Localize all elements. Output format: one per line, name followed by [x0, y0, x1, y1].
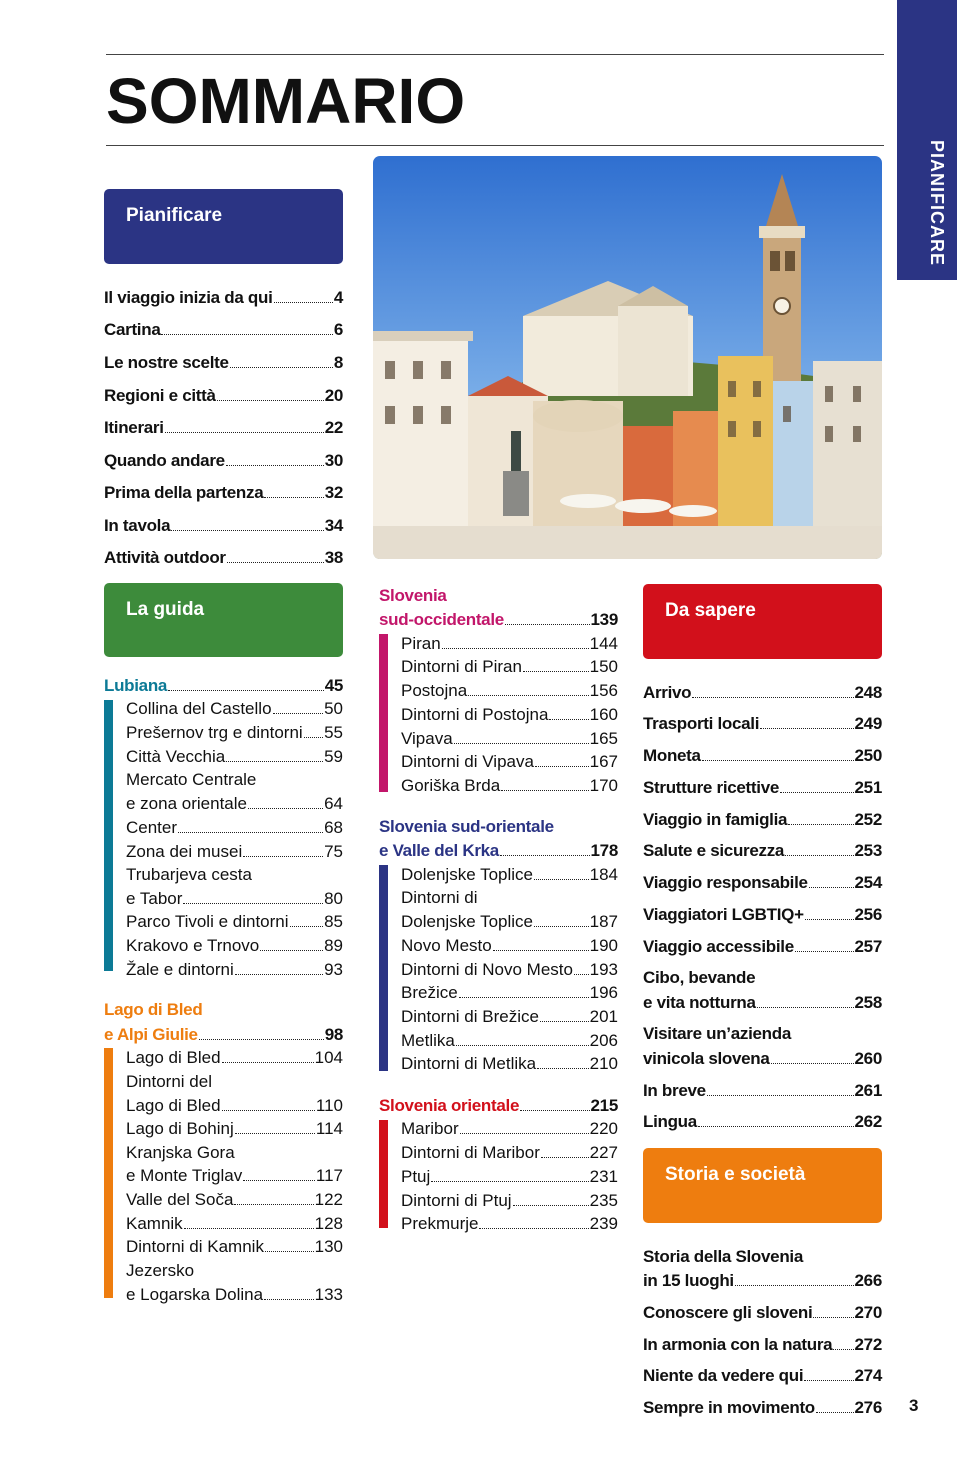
toc-entry[interactable]: Krakovo e Trnovo 89: [126, 936, 343, 955]
section-header-label: La guida: [126, 599, 205, 620]
title-rule: [106, 145, 884, 146]
section-header-storia-e-societa[interactable]: [643, 1148, 882, 1223]
side-tab-label: PIANIFICARE: [927, 140, 947, 267]
toc-entry-line1: Storia della Slovenia: [643, 1247, 803, 1266]
toc-entry[interactable]: e zona orientale 64: [126, 794, 343, 813]
toc-entry-line1: Mercato Centrale: [126, 770, 257, 789]
toc-entry[interactable]: Dintorni di Ptuj 235: [401, 1191, 618, 1210]
toc-entry[interactable]: in 15 luoghi 266: [643, 1271, 882, 1290]
toc-entry[interactable]: In breve 261: [643, 1081, 882, 1100]
toc-entry[interactable]: e Logarska Dolina 133: [126, 1285, 343, 1304]
piran-photo: [373, 156, 882, 559]
toc-entry[interactable]: Viaggiatori LGBTIQ+ 256: [643, 905, 882, 924]
toc-entry[interactable]: Dolenjske Toplice 184: [401, 865, 618, 884]
toc-entry[interactable]: Piran 144: [401, 634, 618, 653]
toc-entry[interactable]: Sempre in movimento 276: [643, 1398, 882, 1417]
toc-entry[interactable]: Zona dei musei 75: [126, 842, 343, 861]
toc-entry[interactable]: Dintorni di Metlika 210: [401, 1054, 618, 1073]
toc-entry[interactable]: Lago di Bled 110: [126, 1096, 343, 1115]
toc-entry[interactable]: Center 68: [126, 818, 343, 837]
toc-entry[interactable]: Dintorni di Vipava 167: [401, 752, 618, 771]
group-bar-sud-occidentale: [379, 634, 388, 792]
section-header-pianificare[interactable]: [104, 189, 343, 264]
toc-entry[interactable]: Viaggio accessibile 257: [643, 937, 882, 956]
group-bar-orientale: [379, 1120, 388, 1228]
toc-entry[interactable]: Regioni e città 20: [104, 386, 343, 405]
toc-entry[interactable]: Viaggio responsabile 254: [643, 873, 882, 892]
toc-entry[interactable]: Dintorni di Piran 150: [401, 657, 618, 676]
toc-entry[interactable]: Goriška Brda 170: [401, 776, 618, 795]
toc-entry[interactable]: Lingua 262: [643, 1112, 882, 1131]
toc-entry[interactable]: Dintorni di Kamnik 130: [126, 1237, 343, 1256]
toc-entry[interactable]: Le nostre scelte 8: [104, 353, 343, 372]
toc-entry[interactable]: Postojna 156: [401, 681, 618, 700]
toc-entry[interactable]: Città Vecchia 59: [126, 747, 343, 766]
toc-entry[interactable]: Collina del Castello 50: [126, 699, 343, 718]
toc-entry[interactable]: Lago di Bled 104: [126, 1048, 343, 1067]
toc-entry[interactable]: e Monte Triglav 117: [126, 1166, 343, 1185]
section-header-label: Da sapere: [665, 600, 756, 621]
toc-entry[interactable]: Dintorni di Postojna 160: [401, 705, 618, 724]
section-header-la-guida[interactable]: [104, 583, 343, 657]
toc-entry[interactable]: Attività outdoor 38: [104, 548, 343, 567]
toc-entry[interactable]: vinicola slovena 260: [643, 1049, 882, 1068]
toc-group-bled-line1: Lago di Bled: [104, 1000, 203, 1019]
section-header-da-sapere[interactable]: [643, 584, 882, 659]
toc-entry-line1: Trubarjeva cesta: [126, 865, 252, 884]
toc-entry[interactable]: Metlika 206: [401, 1031, 618, 1050]
toc-group-sud-orientale[interactable]: e Valle del Krka 178: [379, 841, 618, 860]
toc-entry[interactable]: Dintorni di Novo Mesto 193: [401, 960, 618, 979]
toc-entry[interactable]: Quando andare 30: [104, 451, 343, 470]
toc-entry[interactable]: Itinerari 22: [104, 418, 343, 437]
toc-entry[interactable]: Dolenjske Toplice 187: [401, 912, 618, 931]
toc-group-sud-orientale-line1: Slovenia sud-orientale: [379, 817, 554, 836]
toc-entry[interactable]: Arrivo 248: [643, 683, 882, 702]
section-header-label: Storia e società: [665, 1164, 806, 1185]
toc-entry[interactable]: Ptuj 231: [401, 1167, 618, 1186]
toc-entry[interactable]: Viaggio in famiglia 252: [643, 810, 882, 829]
toc-entry[interactable]: e vita notturna 258: [643, 993, 882, 1012]
toc-entry[interactable]: Prekmurje 239: [401, 1214, 618, 1233]
toc-entry[interactable]: Strutture ricettive 251: [643, 778, 882, 797]
toc-entry[interactable]: e Tabor 80: [126, 889, 343, 908]
toc-entry[interactable]: Novo Mesto 190: [401, 936, 618, 955]
toc-entry[interactable]: Trasporti locali 249: [643, 714, 882, 733]
toc-group-bled[interactable]: e Alpi Giulie 98: [104, 1025, 343, 1044]
toc-entry[interactable]: Vipava 165: [401, 729, 618, 748]
toc-entry[interactable]: Parco Tivoli e dintorni 85: [126, 912, 343, 931]
toc-entry[interactable]: In armonia con la natura 272: [643, 1335, 882, 1354]
toc-group-orientale[interactable]: Slovenia orientale 215: [379, 1096, 618, 1115]
photo-illustration: [373, 156, 882, 559]
toc-entry-line1: Cibo, bevande: [643, 968, 756, 987]
toc-entry[interactable]: Brežice 196: [401, 983, 618, 1002]
toc-entry[interactable]: Prima della partenza 32: [104, 483, 343, 502]
group-bar-lubiana: [104, 700, 113, 971]
toc-group-sud-occidentale[interactable]: sud-occidentale 139: [379, 610, 618, 629]
toc-entry[interactable]: Prešernov trg e dintorni 55: [126, 723, 343, 742]
toc-entry-line1: Dintorni di: [401, 888, 478, 907]
toc-entry-line1: Dintorni del: [126, 1072, 212, 1091]
toc-entry[interactable]: Lago di Bohinj 114: [126, 1119, 343, 1138]
toc-entry[interactable]: Il viaggio inizia da qui 4: [104, 288, 343, 307]
page-number: 3: [909, 1396, 919, 1415]
side-tab: [897, 0, 957, 280]
page-title: SOMMARIO: [106, 65, 466, 137]
section-header-label: Pianificare: [126, 205, 223, 226]
toc-entry[interactable]: Maribor 220: [401, 1119, 618, 1138]
toc-entry[interactable]: Dintorni di Maribor 227: [401, 1143, 618, 1162]
toc-entry[interactable]: In tavola 34: [104, 516, 343, 535]
toc-entry[interactable]: Conoscere gli sloveni 270: [643, 1303, 882, 1322]
toc-entry-line1: Jezersko: [126, 1261, 195, 1280]
toc-entry[interactable]: Salute e sicurezza 253: [643, 841, 882, 860]
group-bar-sud-orientale: [379, 865, 388, 1071]
toc-group-sud-occidentale-line1: Slovenia: [379, 586, 447, 605]
toc-entry[interactable]: Dintorni di Brežice 201: [401, 1007, 618, 1026]
toc-entry[interactable]: Kamnik 128: [126, 1214, 343, 1233]
toc-entry[interactable]: Moneta 250: [643, 746, 882, 765]
toc-entry-line1: Visitare un’azienda: [643, 1024, 791, 1043]
group-bar-bled: [104, 1048, 113, 1298]
toc-group-lubiana[interactable]: Lubiana 45: [104, 676, 343, 695]
top-rule: [106, 54, 884, 55]
toc-entry[interactable]: Cartina 6: [104, 320, 343, 339]
toc-entry-line1: Kranjska Gora: [126, 1143, 235, 1162]
toc-entry[interactable]: Valle del Soča 122: [126, 1190, 343, 1209]
toc-entry[interactable]: Žale e dintorni 93: [126, 960, 343, 979]
toc-entry[interactable]: Niente da vedere qui 274: [643, 1366, 882, 1385]
